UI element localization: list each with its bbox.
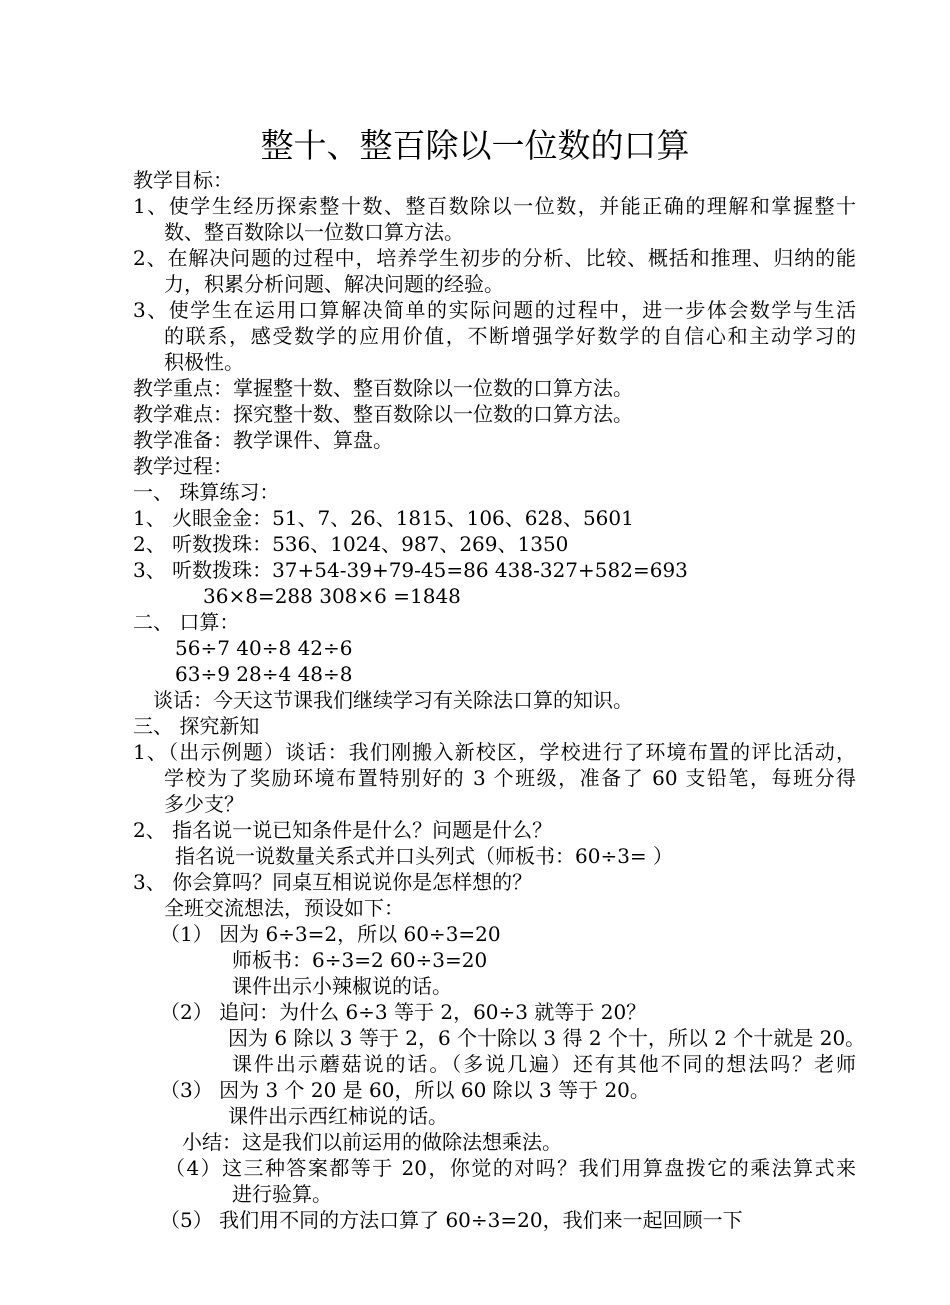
summary: 小结：这是我们以前运用的做除法想乘法。	[182, 1130, 562, 1154]
example-line-1: 1、（出示例题）谈话：我们刚搬入新校区，学校进行了环境布置的评比活动，	[133, 740, 856, 764]
method-1-board: 师板书：6÷3=2 60÷3=20	[232, 948, 488, 972]
objective-1-line-1: 1、使学生经历探索整十数、整百数除以一位数，并能正确的理解和掌握整十	[133, 194, 856, 218]
key-point: 教学重点：掌握整十数、整百数除以一位数的口算方法。	[133, 376, 633, 400]
method-4-line-2: 进行验算。	[232, 1182, 332, 1206]
section-3-heading: 三、 探究新知	[133, 714, 260, 738]
step-2-detail: 指名说一说数量关系式并口头列式（师板书：60÷3= ）	[175, 844, 674, 868]
method-2: （2） 追问：为什么 6÷3 等于 2，60÷3 就等于 20？	[160, 1000, 647, 1024]
objective-2-line-1: 2、在解决问题的过程中，培养学生初步的分析、比较、概括和推理、归纳的能	[133, 246, 856, 270]
abacus-item-1: 1、 火眼金金：51、7、26、1815、106、628、5601	[133, 506, 634, 530]
section-2-heading: 二、 口算：	[133, 610, 240, 634]
objective-3-line-1: 3、使学生在运用口算解决简单的实际问题的过程中，进一步体会数学与生活	[133, 298, 856, 322]
mental-math-row-1: 56÷7 40÷8 42÷6	[175, 636, 353, 660]
abacus-item-3: 3、 听数拨珠：37+54-39+79-45=86 438-327+582=693	[133, 558, 688, 582]
step-3-detail: 全班交流想法，预设如下：	[164, 896, 404, 920]
step-2: 2、 指名说一说已知条件是什么？问题是什么？	[133, 818, 553, 842]
abacus-item-3-continued: 36×8=288 308×6 =1848	[203, 584, 461, 608]
heading-process: 教学过程：	[133, 454, 233, 478]
objective-3-line-2: 的联系，感受数学的应用价值，不断增强学好数学的自信心和主动学习的	[164, 324, 856, 348]
objective-1-line-2: 数、整百数除以一位数口算方法。	[164, 220, 464, 244]
method-1: （1） 因为 6÷3=2，所以 60÷3=20	[160, 922, 501, 946]
method-2-explanation: 因为 6 除以 3 等于 2，6 个十除以 3 得 2 个十，所以 2 个十就是 20。	[228, 1026, 866, 1050]
method-3: （3） 因为 3 个 20 是 60，所以 60 除以 3 等于 20。	[160, 1078, 650, 1102]
section-1-heading: 一、 珠算练习：	[133, 480, 280, 504]
example-line-2: 学校为了奖励环境布置特别好的 3 个班级，准备了 60 支铅笔，每班分得	[164, 766, 856, 790]
method-2-slide: 课件出示蘑菇说的话。（多说几遍）还有其他不同的想法吗？老师	[232, 1052, 856, 1076]
example-line-3: 多少支？	[164, 792, 244, 816]
preparation: 教学准备：教学课件、算盘。	[133, 428, 393, 452]
method-1-slide: 课件出示小辣椒说的话。	[232, 974, 452, 998]
difficult-point: 教学难点：探究整十数、整百数除以一位数的口算方法。	[133, 402, 633, 426]
method-5: （5） 我们用不同的方法口算了 60÷3=20，我们来一起回顾一下	[160, 1208, 743, 1232]
document-title: 整十、整百除以一位数的口算	[260, 126, 690, 165]
method-3-slide: 课件出示西红柿说的话。	[228, 1104, 448, 1128]
heading-objectives: 教学目标：	[133, 168, 233, 192]
talk-intro: 谈话：今天这节课我们继续学习有关除法口算的知识。	[153, 688, 633, 712]
method-4-line-1: （4）这三种答案都等于 20，你觉的对吗？我们用算盘拨它的乘法算式来	[165, 1156, 856, 1180]
objective-3-line-3: 积极性。	[164, 350, 244, 374]
abacus-item-2: 2、 听数拨珠：536、1024、987、269、1350	[133, 532, 569, 556]
step-3: 3、 你会算吗？同桌互相说说你是怎样想的？	[133, 870, 533, 894]
mental-math-row-2: 63÷9 28÷4 48÷8	[175, 662, 353, 686]
objective-2-line-2: 力，积累分析问题、解决问题的经验。	[164, 272, 504, 296]
